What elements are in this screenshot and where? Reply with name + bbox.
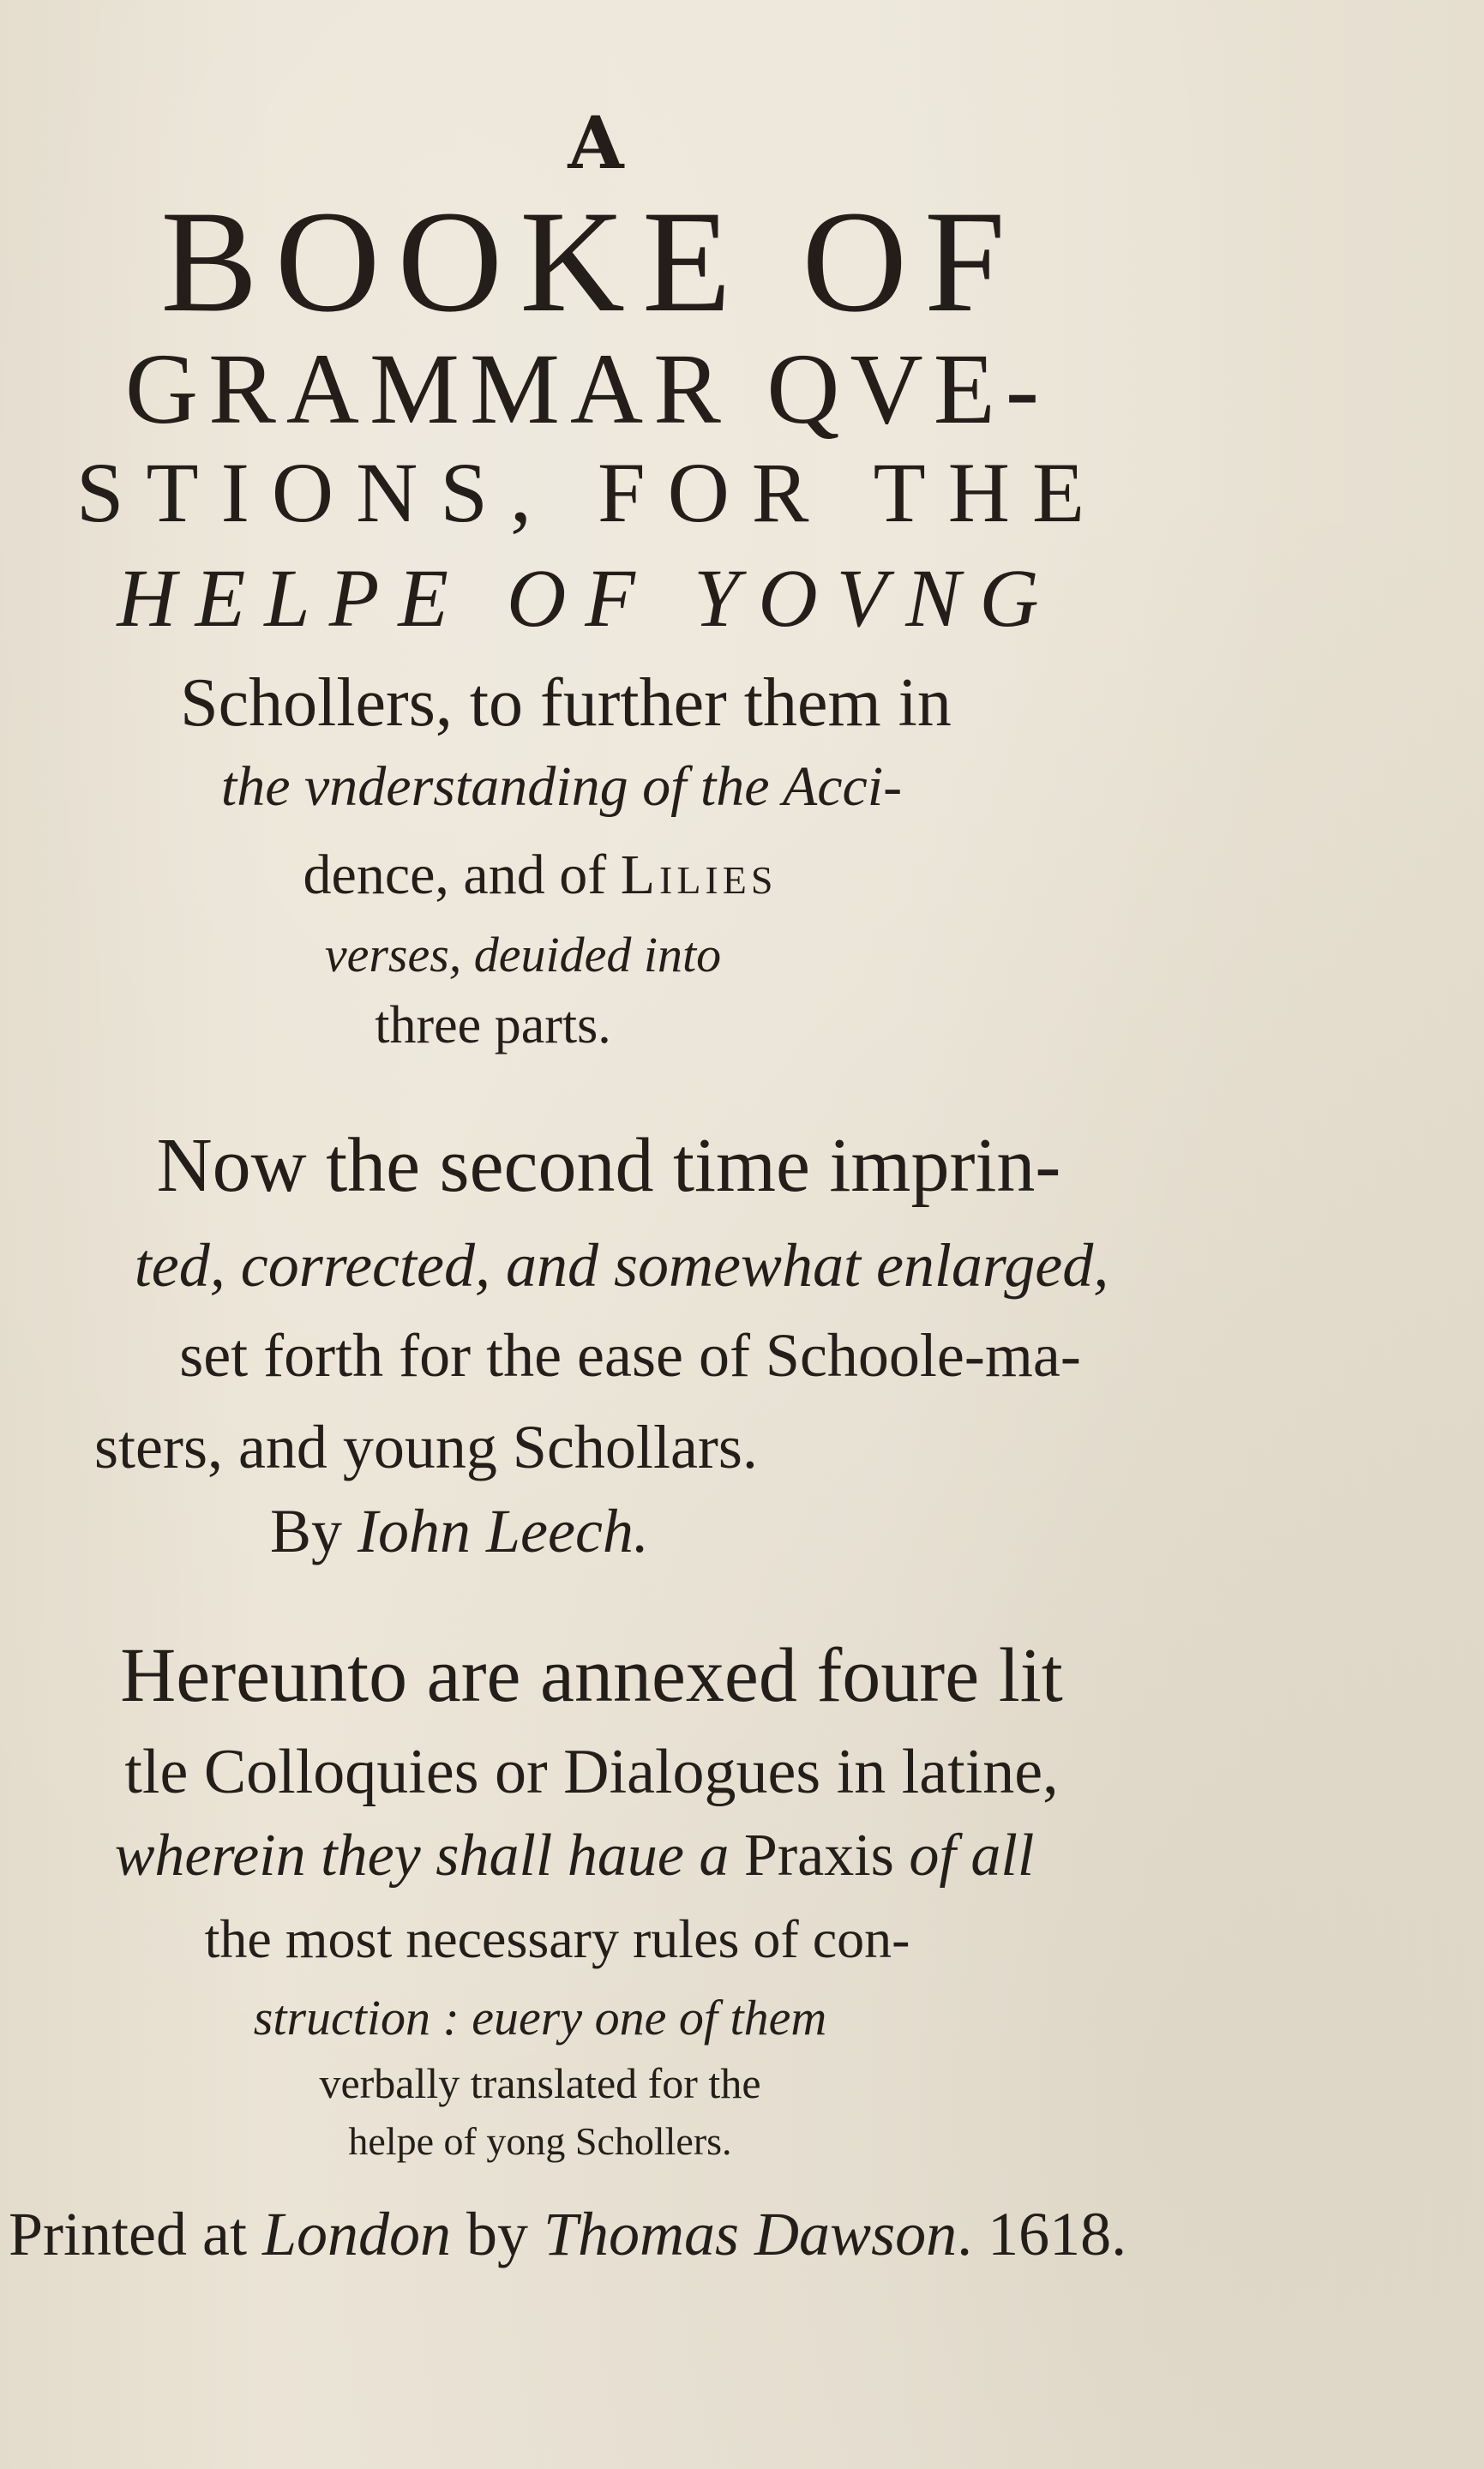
annex-line-7: helpe of yong Schollers. [348, 2119, 732, 2163]
edition-line-4: sters, and young Schollars. [94, 1413, 758, 1481]
subtitle-line-3-text: dence, and of [303, 844, 621, 906]
title-article: A [568, 100, 633, 185]
subtitle-line-4: verses, deuided into [324, 927, 722, 982]
annex-line-2: tle Colloquies or Dialogues in latine, [124, 1737, 1059, 1807]
title-line-1: BOOKE OF [160, 181, 1023, 342]
annex-line-1: Hereunto are annexed foure lit [120, 1633, 1063, 1718]
imprint-by: by [451, 2200, 544, 2268]
lilies-name: Lilies [620, 844, 778, 906]
subtitle-line-5: three parts. [375, 996, 611, 1054]
praxis-word: Praxis [743, 1823, 894, 1889]
author-name: Iohn Leech. [357, 1497, 649, 1565]
imprint-city: London [261, 2200, 451, 2268]
edition-line-1: Now the second time imprin- [156, 1123, 1061, 1208]
subtitle-line-3 [154, 844, 926, 906]
edition-line-3: set forth for the ease of Schoole-ma- [179, 1321, 1081, 1390]
annex-line-6: verbally translated for the [319, 2059, 761, 2107]
title-line-3: STIONS, FOR THE [75, 445, 1108, 540]
annex-line-5: struction : euery one of them [253, 1990, 827, 2045]
by-label: By [270, 1497, 358, 1565]
imprint-year: . 1618. [957, 2200, 1127, 2268]
imprint-printer: Thomas Dawson [544, 2200, 958, 2268]
annex-line-4: the most necessary rules of con- [204, 1908, 910, 1969]
annex-line-3-c: of all [893, 1823, 1035, 1889]
annex-line-3 [60, 1823, 1089, 1889]
title-line-4: HELPE OF YOVNG [117, 552, 1058, 644]
subtitle-line-2: the vnderstanding of the Acci- [220, 755, 903, 818]
subtitle-line-1: Schollers, to further them in [180, 665, 952, 741]
author-line [270, 1497, 784, 1565]
title-line-2: GRAMMAR QVE- [124, 333, 1050, 445]
imprint-line [9, 2200, 1157, 2268]
annex-line-3-a: wherein they shall haue a [114, 1823, 744, 1889]
edition-line-2: ted, corrected, and somewhat enlarged, [134, 1231, 1109, 1300]
printed-at-label: Printed at [9, 2200, 262, 2268]
